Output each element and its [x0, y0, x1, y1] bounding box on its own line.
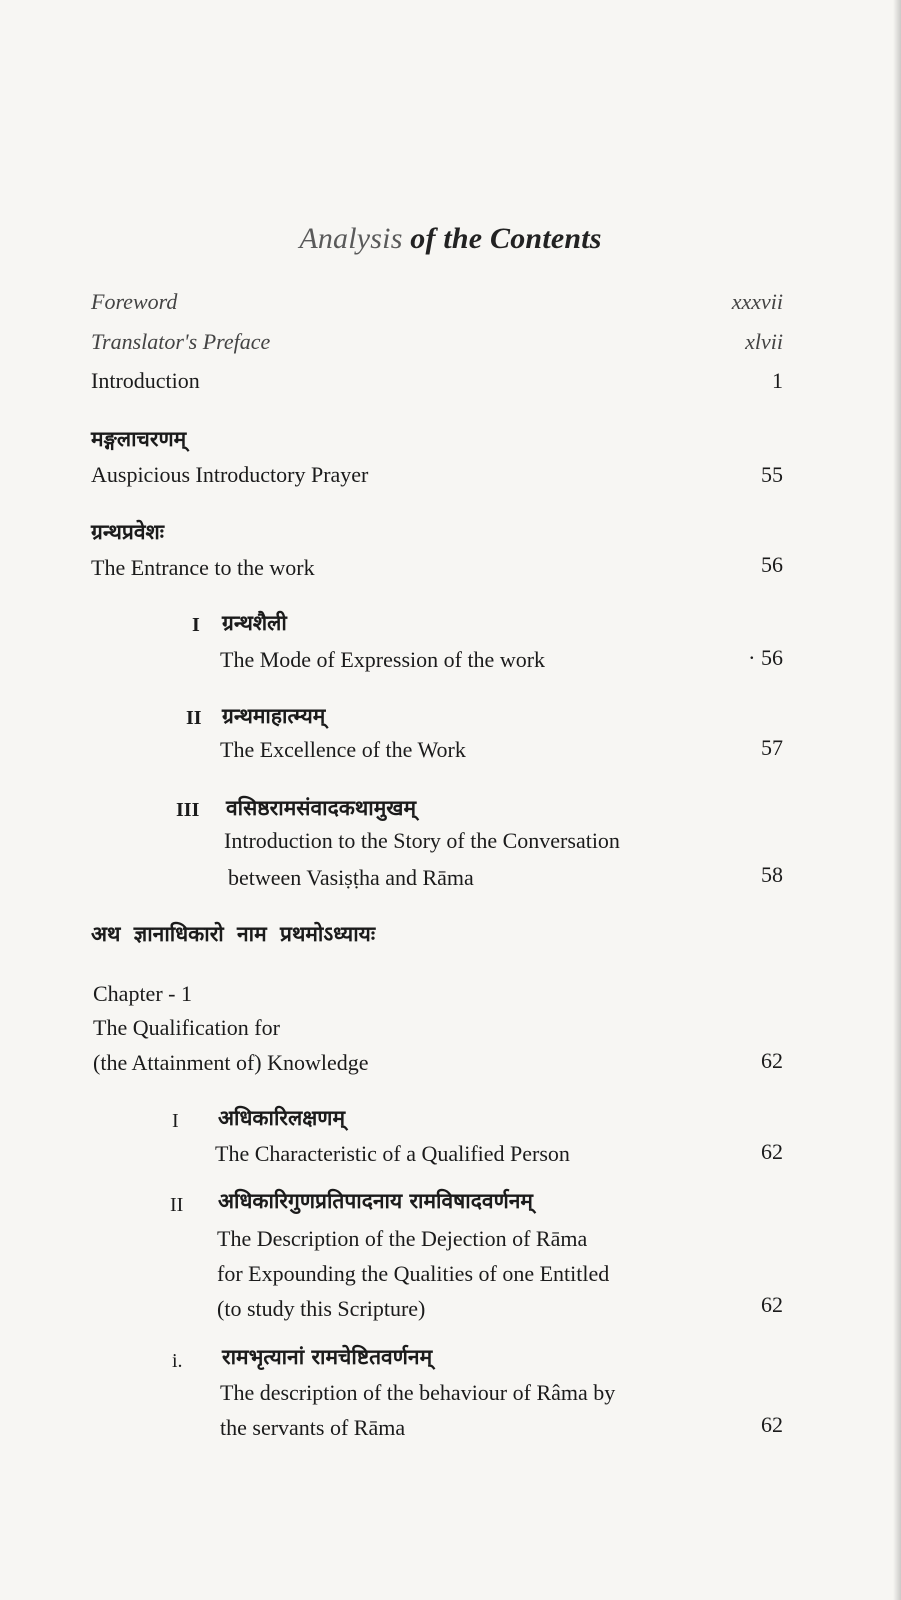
sub2-sanskrit: ग्रन्थमाहात्म्यम् — [222, 704, 326, 728]
title-part1: Analysis — [299, 222, 403, 255]
preface-label: Translator's Preface — [91, 329, 271, 354]
item2-page: 62 — [761, 1292, 783, 1317]
page-edge-shadow — [893, 0, 901, 1600]
page-title — [0, 222, 901, 256]
sub1-page: · 56 — [748, 645, 783, 670]
chapter-title-line2: (the Attainment of) Knowledge — [93, 1050, 369, 1075]
item2-english-line3: (to study this Scripture) — [217, 1296, 426, 1321]
chapter-sanskrit-heading: अथ ज्ञानाधिकारो नाम प्रथमोऽध्यायः — [91, 922, 376, 946]
foreword-page: xxxvii — [731, 289, 783, 314]
entrance-page: 56 — [761, 552, 783, 577]
item2-number: II — [170, 1194, 184, 1216]
entrance-english: The Entrance to the work — [91, 555, 315, 580]
item3-english-line1: The description of the behaviour of Râma by — [220, 1380, 616, 1405]
item1-english: The Characteristic of a Qualified Person — [215, 1141, 570, 1166]
sub1-number: I — [192, 614, 200, 636]
mangala-page: 55 — [761, 462, 783, 487]
sub2-english: The Excellence of the Work — [220, 737, 466, 762]
sub1-english: The Mode of Expression of the work — [220, 647, 546, 672]
chapter-page: 62 — [761, 1048, 783, 1073]
item2-sanskrit: अधिकारिगुणप्रतिपादनाय रामविषादवर्णनम् — [218, 1189, 533, 1213]
sub1-sanskrit: ग्रन्थशैली — [222, 611, 287, 635]
sub3-sanskrit: वसिष्ठरामसंवादकथामुखम् — [226, 796, 417, 820]
item1-sanskrit: अधिकारिलक्षणम् — [218, 1106, 346, 1130]
introduction-label: Introduction — [91, 368, 200, 393]
entrance-sanskrit: ग्रन्थप्रवेशः — [91, 520, 165, 544]
preface-page: xlvii — [745, 329, 783, 354]
title-part2: of the Contents — [410, 222, 602, 255]
item3-page: 62 — [761, 1412, 783, 1437]
foreword-label: Foreword — [91, 289, 178, 314]
mangala-english: Auspicious Introductory Prayer — [91, 462, 369, 487]
sub3-page: 58 — [761, 862, 783, 887]
sub3-english-line1: Introduction to the Story of the Conversation — [224, 828, 620, 853]
item1-number: I — [172, 1110, 179, 1132]
sub2-number: II — [186, 707, 202, 729]
sub2-page: 57 — [761, 735, 783, 760]
item2-english-line1: The Description of the Dejection of Rāma — [217, 1226, 588, 1251]
chapter-title-line1: The Qualification for — [93, 1015, 280, 1040]
item3-number: i. — [172, 1350, 183, 1372]
mangala-sanskrit: मङ्गलाचरणम् — [91, 427, 187, 451]
item2-english-line2: for Expounding the Qualities of one Entitled — [217, 1261, 610, 1286]
item3-sanskrit: रामभृत्यानां रामचेष्टितवर्णनम् — [222, 1345, 433, 1369]
chapter-label: Chapter - 1 — [93, 981, 192, 1006]
item1-page: 62 — [761, 1139, 783, 1164]
item3-english-line2: the servants of Rāma — [220, 1415, 406, 1440]
sub3-english-line2: between Vasiṣṭha and Rāma — [228, 865, 474, 890]
introduction-page: 1 — [772, 368, 783, 393]
sub3-number: III — [176, 799, 200, 821]
